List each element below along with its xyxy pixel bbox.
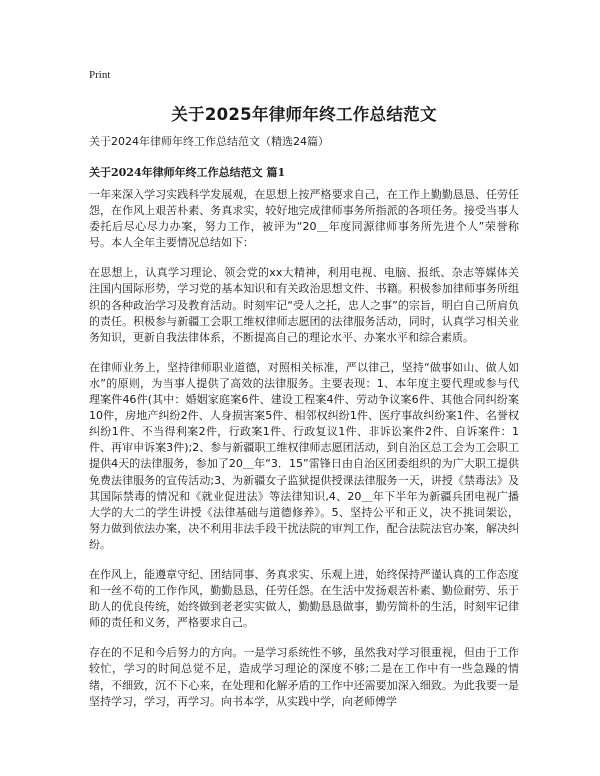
document-title: 关于2025年律师年终工作总结范文 xyxy=(171,105,437,124)
paragraph-summary: 一年来深入学习实践科学发展观，在思想上按严格要求自己，在工作上勤勤恳恳、任劳任怨，在作风上艰苦朴素、务真求实，较好地完成律师事务所指派的各项任务。接受当事人委托后尽心尽力办案，努力工作，被评为“20＿年度同源律师事务所先进个人”荣誉称号。本人全年主要情况总结如下： xyxy=(89,188,519,250)
paragraph-thought: 在思想上，认真学习理论、领会党的xx大精神，利用电视、电脑、报纸、杂志等媒体关注国内国际形势，学习党的基本知识和有关政治思想文件、书籍。积极参加律师事务所组织的各种政治学习及教育活动。时刻牢记“受人之托，忠人之事”的宗旨，明白自己所肩负的责任。积极参与新疆工会职工维权律师志愿团的法律服务活动，同时，认真学习相关业务知识，更新自我法律体系，不断提高自己的理论水平、办案水平和综合素质。 xyxy=(89,266,519,344)
section-heading: 关于2024年律师年终工作总结范文 篇1 xyxy=(89,166,286,179)
print-link[interactable]: Print xyxy=(89,69,111,81)
article-body xyxy=(89,187,519,724)
document-subtitle: 关于2024年律师年终工作总结范文（精选24篇） xyxy=(89,135,329,148)
paragraph-business: 在律师业务上，坚持律师职业道德，对照相关标准，严以律己，坚持“做事如山、做人如水”的原则，为当事人提供了高效的法律服务。主要表现：1、本年度主要代理或参与代理案件46件(其中：婚姻家庭案6件、建设工程案4件、劳动争议案6件、其他合同纠纷案10件，房地产纠纷2件、人身损害案5件、相邻权纠纷1件、医疗事故纠纷案1件、名誉权纠纷1件、不当得利案2件，行政案1件、行政复议1件、非诉讼案件2件、自诉案件：1件、再审申诉案3件);2、参与新疆职工维权律师志愿团活动，到自治区总工会为工会职工提供4天的法律服务，参加了20＿年“3．15”雷锋日由自治区团委组织的为广大职工提供免费法律服务的宣传活动;3、为新疆女子监狱提供授课法律服务一天，讲授《禁毒法》及其国际禁毒的情况和《就业促进法》等法律知识,4、20＿年下半年为新疆兵团电视广播大学的大二的学生讲授《法律基础与道德修养》。5、坚持公平和正义，决不挑词架讼，努力做到依法办案，决不利用非法手段干扰法院的审判工作，配合法院法官办案，解决纠纷。 xyxy=(89,360,519,551)
paragraph-style: 在作风上，能遵章守纪、团结同事、务真求实、乐观上进，始终保持严谨认真的工作态度和一丝不苟的工作作风，勤勤恳恳，任劳任怨。在生活中发扬艰苦朴素、勤俭耐劳、乐于助人的优良传统，始终做到老老实实做人，勤勤恳恳做事，勤劳简朴的生活，时刻牢记律师的责任和义务，严格要求自己。 xyxy=(89,567,519,630)
paragraph-shortcomings: 存在的不足和今后努力的方向。一是学习系统性不够，虽然我对学习很重视，但由于工作较忙，学习的时间总觉不足，造成学习理论的深度不够;二是在工作中有一些急躁的情绪，不细致，沉不下心来，在处理和化解矛盾的工作中还需要加深入细致。为此我要一是坚持学习，学习，再学习。向书本学，从实践中学，向老师傅学 xyxy=(89,646,519,708)
